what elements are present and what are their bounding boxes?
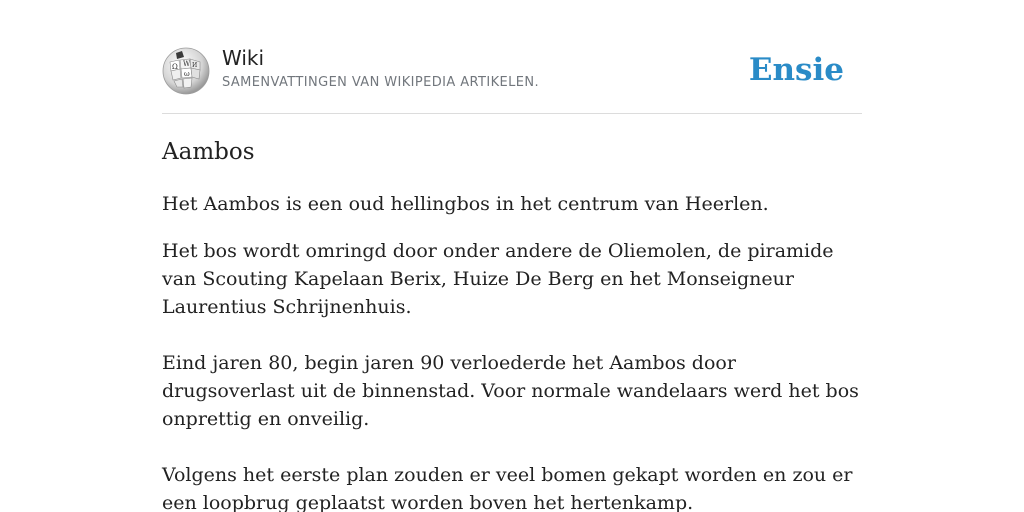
svg-text:Ω: Ω bbox=[172, 63, 178, 71]
article-title: Aambos bbox=[162, 139, 255, 165]
svg-text:ω: ω bbox=[184, 70, 190, 78]
site-name[interactable]: Wiki bbox=[222, 46, 265, 70]
wikipedia-globe-icon[interactable] bbox=[162, 47, 210, 95]
header-divider bbox=[162, 113, 862, 114]
site-tagline: SAMENVATTINGEN VAN WIKIPEDIA ARTIKELEN. bbox=[222, 75, 540, 90]
article-paragraph: Volgens het eerste plan zouden er veel bomen gekapt worden en zou er een loopbrug geplaatst worden boven het hertenkamp. bbox=[162, 464, 853, 512]
svg-text:И: И bbox=[192, 62, 198, 69]
page bbox=[162, 0, 862, 512]
article-paragraph: Eind jaren 80, begin jaren 90 verloederde het Aambos door drugsoverlast uit de binnenstad. Voor normale wandelaars werd het bos onprettig en onveilig. bbox=[162, 352, 859, 430]
brand-link[interactable]: Ensie bbox=[748, 52, 844, 88]
svg-text:W: W bbox=[183, 60, 191, 68]
article-lead: Het Aambos is een oud hellingbos in het centrum van Heerlen. bbox=[162, 193, 769, 215]
article-paragraph: Het bos wordt omringd door onder andere de Oliemolen, de piramide van Scouting Kapelaan Berix, Huize De Berg en het Monseigneur Laurentius Schrijnenhuis. bbox=[162, 240, 834, 318]
article-body bbox=[162, 237, 862, 512]
site-header bbox=[162, 44, 862, 100]
